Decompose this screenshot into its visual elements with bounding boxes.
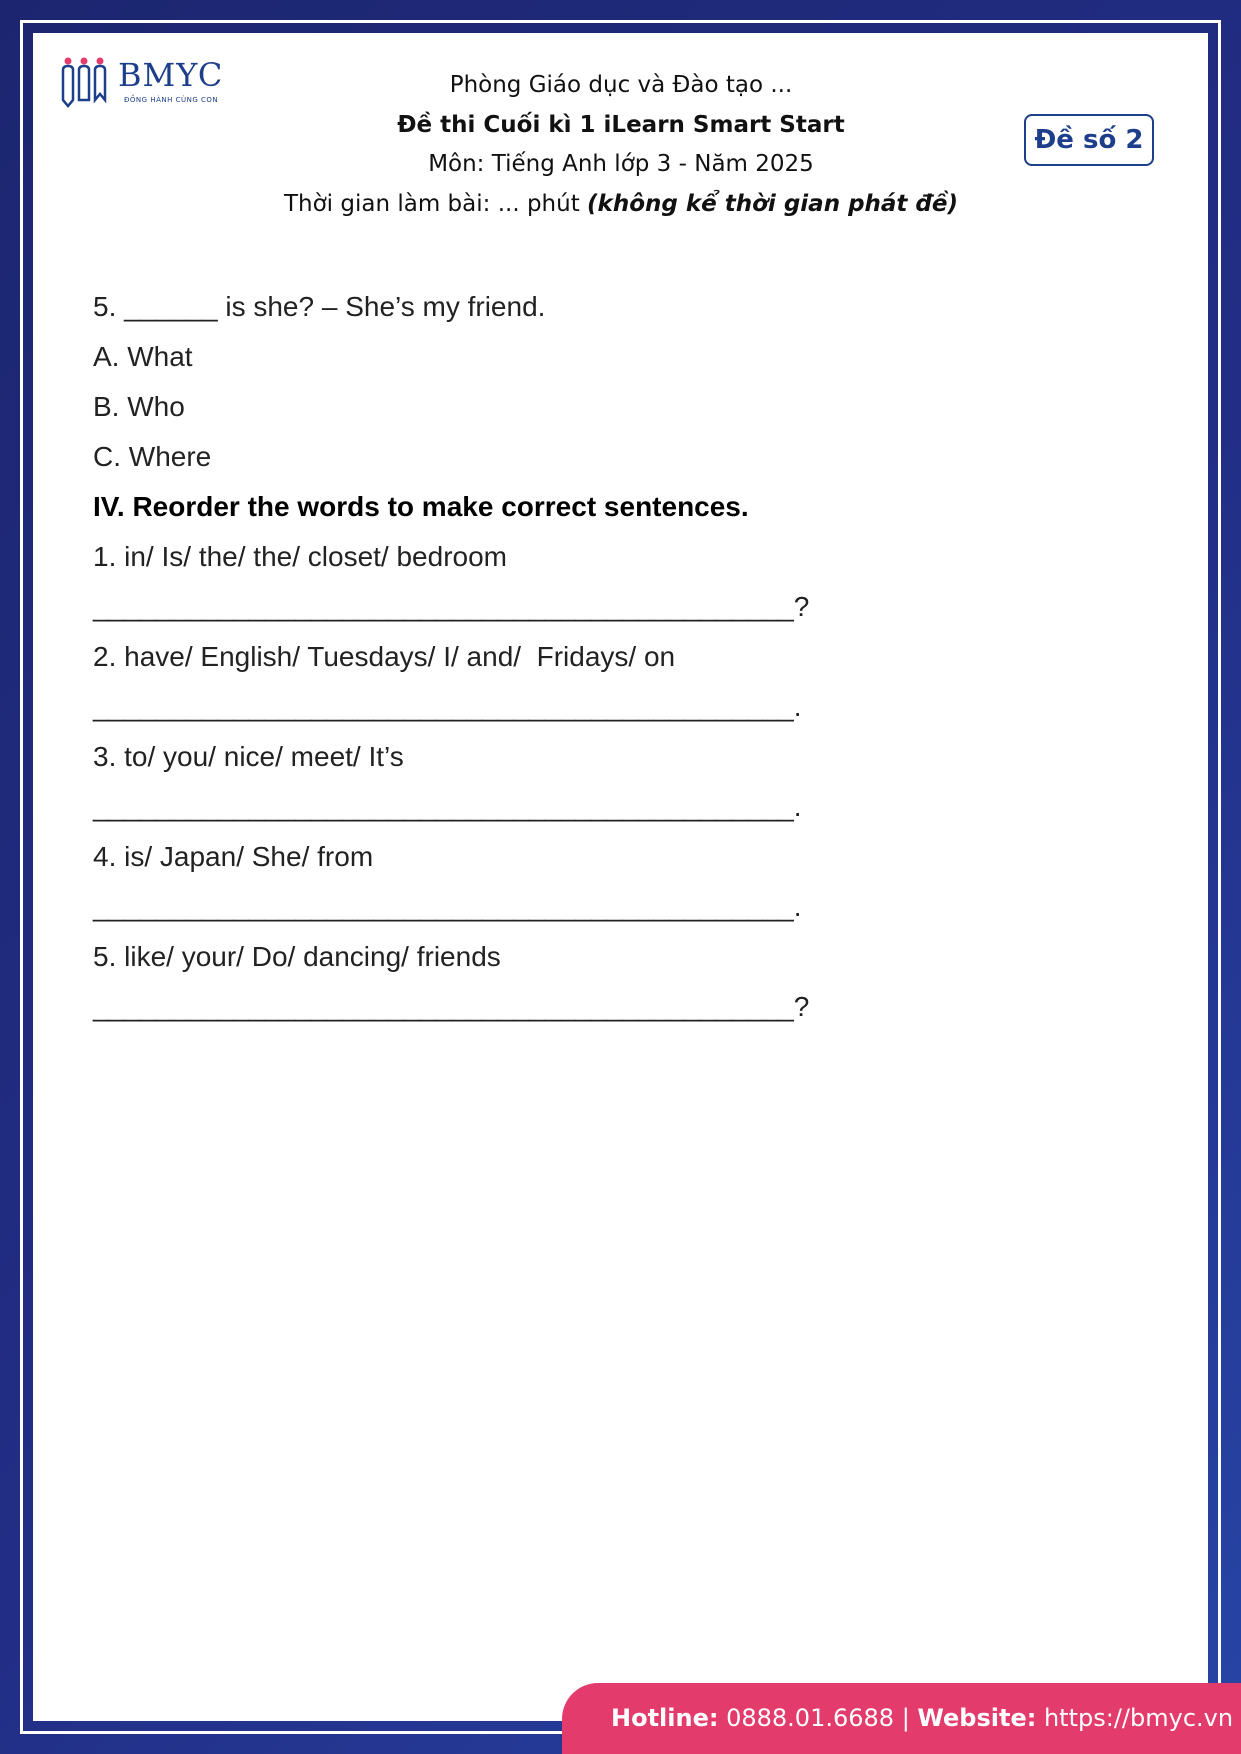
hotline-value[interactable]: 0888.01.6688 (718, 1704, 895, 1732)
exam-title: Đề thi Cuối kì 1 iLearn Smart Start (397, 112, 845, 138)
question-stem: 5. ______ is she? – She’s my friend. (93, 291, 546, 322)
option-c: C. Where (93, 441, 212, 472)
contact-footer (562, 1683, 1241, 1754)
reorder-prompt: 3. to/ you/ nice/ meet/ It’s (93, 741, 404, 772)
section-title: IV. Reorder the words to make correct sentences. (93, 491, 749, 522)
option-a: A. What (93, 341, 193, 372)
answer-line[interactable]: _____________________________________________. (93, 691, 802, 722)
time-line (200, 191, 1042, 217)
website-link[interactable]: https://bmyc.vn (1036, 1704, 1234, 1732)
document-page (33, 33, 1208, 1721)
answer-line[interactable]: _____________________________________________. (93, 791, 802, 822)
footer-separator: | (894, 1704, 918, 1732)
school-department: Phòng Giáo dục và Đào tạo ... (449, 72, 793, 98)
exam-number-badge: Đề số 2 (1024, 114, 1154, 166)
reorder-prompt: 4. is/ Japan/ She/ from (93, 841, 374, 872)
answer-line[interactable]: _____________________________________________. (93, 891, 802, 922)
option-b: B. Who (93, 391, 185, 422)
time-note: (không kể thời gian phát đề) (587, 191, 959, 217)
logo-text: BMYC (118, 56, 224, 94)
reorder-prompt: 1. in/ Is/ the/ the/ closet/ bedroom (93, 541, 507, 572)
time-prefix: Thời gian làm bài: ... phút (283, 191, 588, 217)
reorder-prompt: 2. have/ English/ Tuesdays/ I/ and/ Fridays/ on (93, 641, 676, 672)
hotline-label: Hotline: (611, 1704, 719, 1732)
answer-line[interactable]: _____________________________________________? (93, 991, 810, 1022)
logo-tagline: ĐỒNG HÀNH CÙNG CON (124, 96, 219, 104)
website-label: Website: (917, 1704, 1037, 1732)
answer-line[interactable]: _____________________________________________? (93, 591, 810, 622)
reorder-prompt: 5. like/ your/ Do/ dancing/ friends (93, 941, 501, 972)
subject-line: Môn: Tiếng Anh lớp 3 - Năm 2025 (428, 151, 814, 177)
